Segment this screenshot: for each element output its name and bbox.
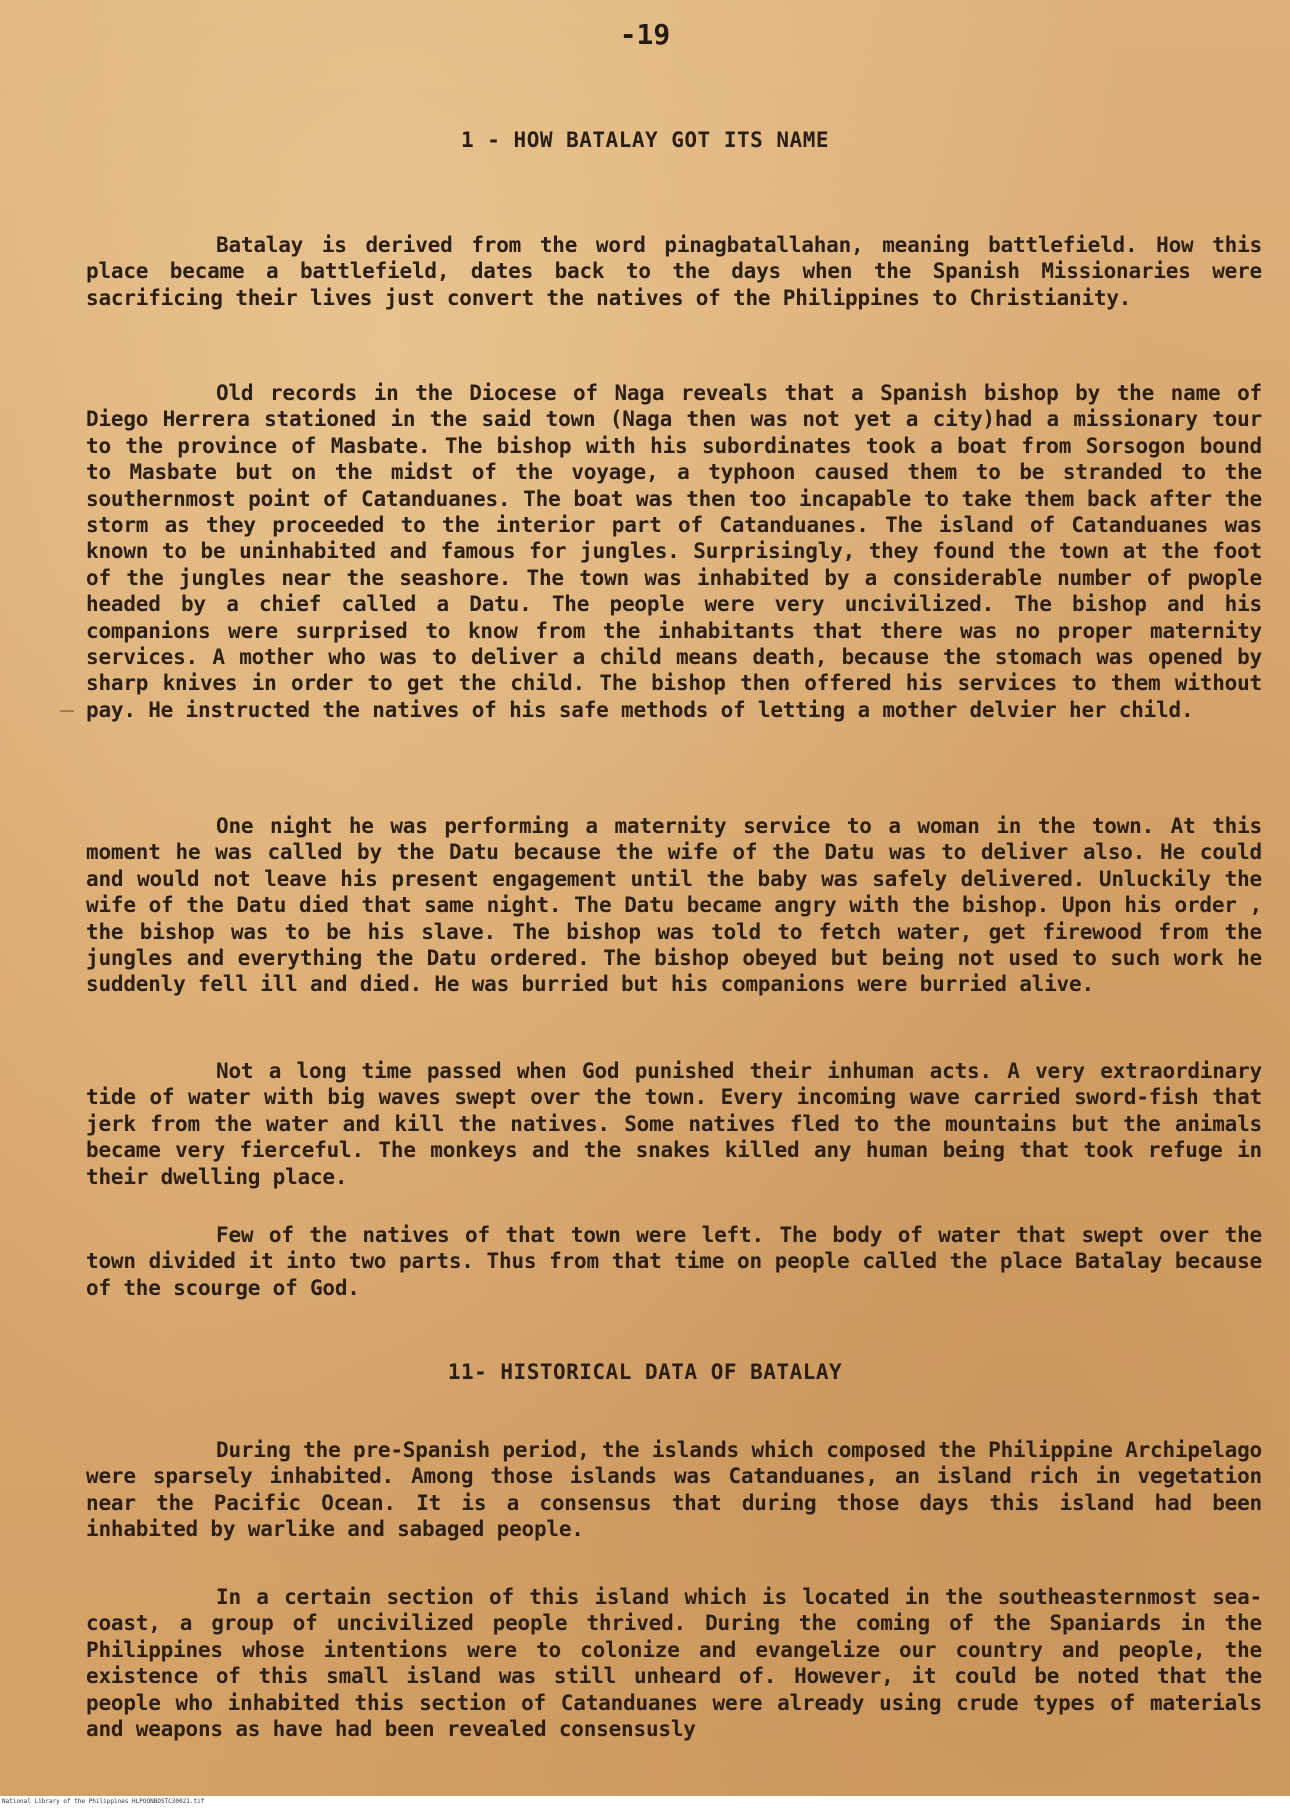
paragraph: Batalay is derived from the word pinagbatallahan, meaning battlefield. How this place became a battlefield, dates back to the days when the Spanish Missionaries were sacrificing their lives just convert the natives of the Philippines to Christianity. — [86, 233, 1262, 310]
section-heading-historical-data: 11- HISTORICAL DATA OF BATALAY — [447, 1360, 843, 1384]
paragraph: One night he was performing a maternity service to a woman in the town. At this moment he was called by the Datu because the wife of the Datu was to deliver also. He could and would not leave his present engagement until the baby was safely delivered. Unluckily the wife of the Datu died that same night. The Datu became angry with the bishop. Upon his order , the bishop was to be his slave. The bishop was told to fetch water, get firewood from the jungles and everything the Datu ordered. The bishop obeyed but being not used to such work he suddenly fell ill and died. He was burried but his companions were burried alive. — [86, 814, 1262, 997]
paragraph: Old records in the Diocese of Naga reveals that a Spanish bishop by the name of Diego Herrera stationed in the said town (Naga then was not yet a city)had a missionary tour to the province of Masbate. The bishop with his subordinates took a boat from Sorsogon bound to Masbate but on the midst of the voyage, a typhoon caused them to be stranded to the southernmost point of Catanduanes. The boat was then too incapable to take them back after the storm as they proceeded to the interior part of Catanduanes. The island of Catanduanes was known to be uninhabited and famous for jungles. Surprisingly, they found the town at the foot of the jungles near the seashore. The town was inhabited by a considerable number of pwople headed by a chief called a Datu. The people were very uncivilized. The bishop and his companions were surprised to know from the inhabitants that there was no proper maternity services. A mother who was to deliver a child means death, because the stomach was opened by sharp knives in order to get the child. The bishop then offered his services to them without pay. He instructed the natives of his safe methods of letting a mother delvier her child. — [86, 381, 1262, 722]
page-number: -19 — [619, 18, 671, 51]
archive-footer: National Library of the Philippines HLPOONBDSTC30021.tif — [0, 1796, 1290, 1808]
section-heading-name-origin: 1 - HOW BATALAY GOT ITS NAME — [460, 128, 829, 152]
paragraph: Not a long time passed when God punished their inhuman acts. A very extraordinary tide of water with big waves swept over the town. Every incoming wave carried sword-fish that jerk from the water and kill the natives. Some natives fled to the mountains but the animals became very fierceful. The monkeys and the snakes killed any human being that took refuge in their dwelling place. — [86, 1059, 1262, 1189]
paragraph: During the pre-Spanish period, the islands which composed the Philippine Archipelago were sparsely inhabited. Among those islands was Catanduanes, an island rich in vegetation near the Pacific Ocean. It is a consensus that during those days this island had been inhabited by warlike and sabaged people. — [86, 1438, 1262, 1542]
paragraph: In a certain section of this island which is located in the southeasternmost sea-coast, a group of uncivilized people thrived. During the coming of the Spaniards in the Philippines whose intentions were to colonize and evangelize our country and people, the existence of this small island was still unheard of. However, it could be noted that the people who inhabited this section of Catanduanes were already using crude types of materials and weapons as have had been revealed consensusly — [86, 1585, 1262, 1742]
paragraph: Few of the natives of that town were left. The body of water that swept over the town divided it into two parts. Thus from that time on people called the place Batalay because of the scourge of God. — [86, 1223, 1262, 1300]
margin-mark — [60, 710, 74, 712]
